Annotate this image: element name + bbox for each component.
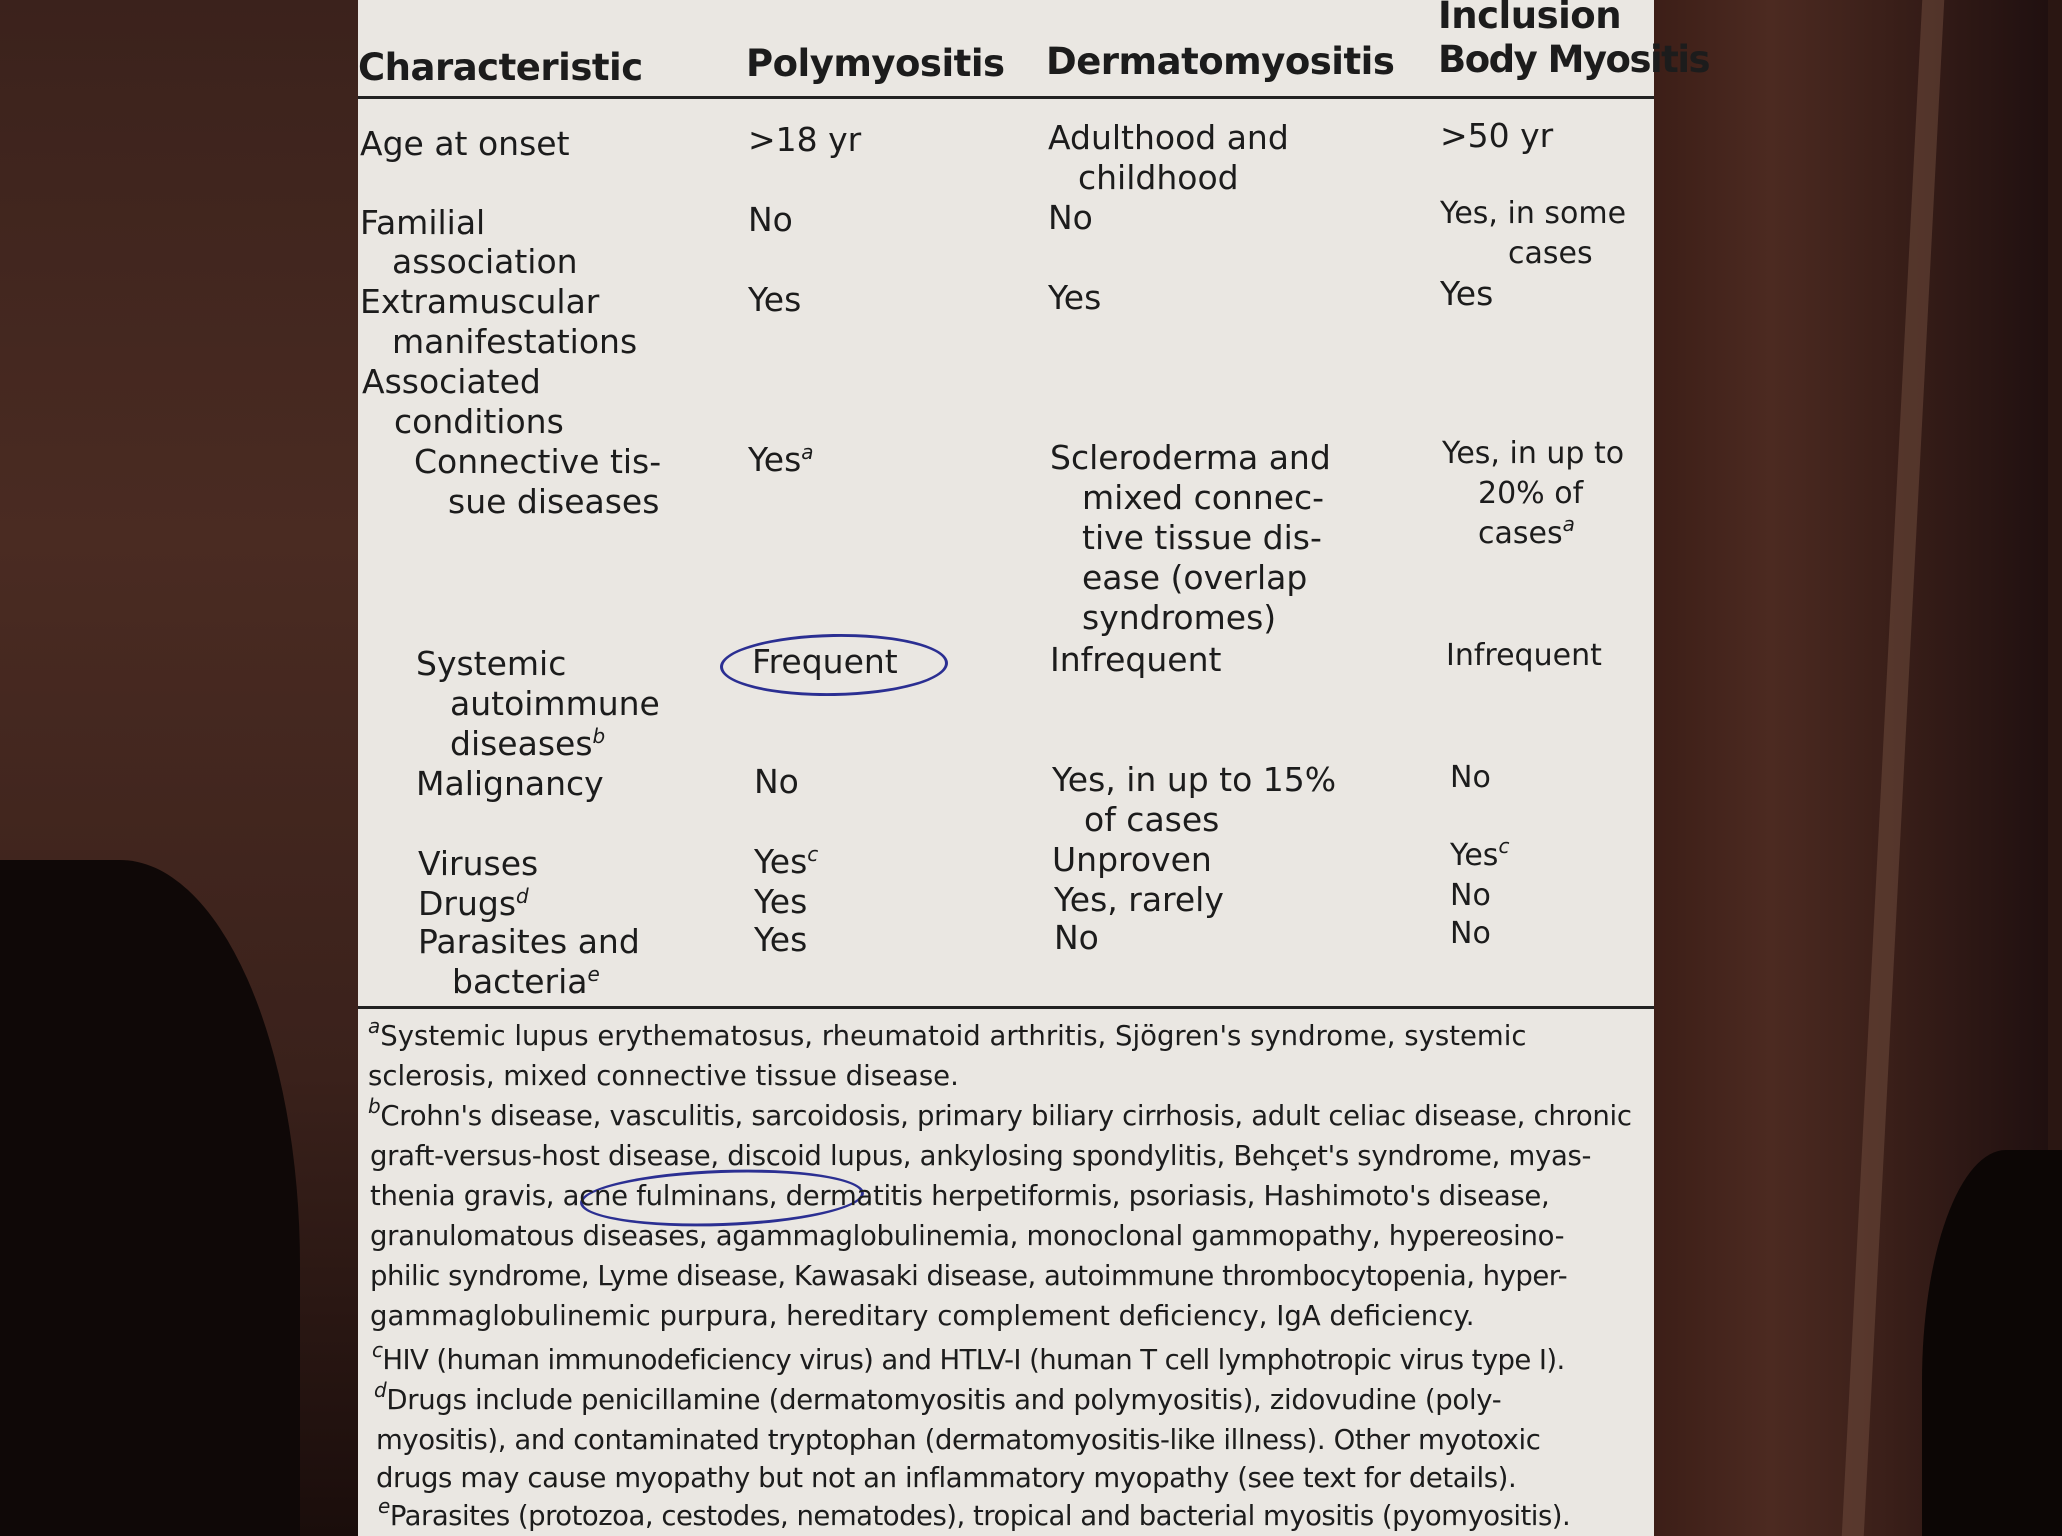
- footnote-b-line4: granulomatous diseases, agammaglobulinemia, monoclonal gammopathy, hypereosino-: [370, 1220, 1565, 1252]
- footnote-a-line2: sclerosis, mixed connective tissue disease.: [368, 1060, 959, 1092]
- footnote-mark-d: d: [374, 1378, 387, 1402]
- footnote-ref-a: a: [1562, 512, 1575, 536]
- cell-malignancy-ibm: No: [1450, 760, 1491, 795]
- cell-systemic-derm: Infrequent: [1050, 640, 1222, 679]
- footnote-ref-e: e: [587, 962, 600, 986]
- footnote-a-line1: [368, 1016, 1526, 1056]
- header-rule: [358, 96, 1654, 99]
- row-label-parasites-2-text: bacteria: [452, 962, 588, 1001]
- cell-extramuscular-derm: Yes: [1048, 278, 1102, 317]
- cell-drugs-ibm: No: [1450, 878, 1491, 913]
- background-right: [1652, 0, 2048, 1536]
- background-shadow-right: [1922, 1150, 2062, 1536]
- cell-extramuscular-ibm: Yes: [1440, 274, 1494, 313]
- header-dermatomyositis: Dermatomyositis: [1046, 40, 1395, 83]
- cell-connective-derm-5: syndromes): [1082, 598, 1277, 637]
- cell-viruses-poly-text: Yes: [754, 842, 808, 881]
- cell-viruses-derm: Unproven: [1052, 840, 1212, 879]
- cell-connective-derm-1: Scleroderma and: [1050, 438, 1331, 477]
- header-characteristic: Characteristic: [358, 46, 643, 89]
- row-label-drugs: [418, 884, 529, 924]
- table-bottom-rule: [358, 1006, 1654, 1009]
- cell-connective-ibm-1: Yes, in up to: [1442, 436, 1625, 471]
- footnote-b-circled-text: acne fulminans,: [562, 1180, 778, 1212]
- row-label-parasites-2: [452, 962, 600, 1002]
- row-label-viruses: Viruses: [418, 844, 539, 883]
- row-label-connective-2: sue diseases: [448, 482, 660, 521]
- footnote-e-text-1: Parasites (protozoa, cestodes, nematodes), tropical and bacterial myositis (pyomyositis).: [389, 1500, 1571, 1532]
- row-label-age: Age at onset: [360, 124, 570, 163]
- row-label-parasites-1: Parasites and: [418, 922, 640, 961]
- footnote-mark-b: b: [368, 1094, 381, 1118]
- footnote-ref-c: c: [807, 842, 819, 866]
- footnote-d-line2: myositis), and contaminated tryptophan (dermatomyositis-like illness). Other myotoxic: [376, 1424, 1541, 1456]
- row-label-systemic-3-text: diseases: [450, 724, 593, 763]
- book-page: [358, 0, 1710, 1536]
- row-label-drugs-text: Drugs: [418, 884, 517, 923]
- footnote-b-line3: [370, 1176, 1549, 1216]
- footnote-d-line3: drugs may cause myopathy but not an inflammatory myopathy (see text for details).: [376, 1462, 1517, 1494]
- cell-age-derm-1: Adulthood and: [1048, 118, 1289, 157]
- cell-systemic-poly: Frequent: [752, 642, 898, 681]
- row-label-extramuscular-2: manifestations: [392, 322, 638, 361]
- footnote-d-line1: [374, 1380, 1501, 1420]
- cell-connective-ibm-3: [1478, 514, 1575, 554]
- footnote-ref-b: b: [592, 724, 606, 748]
- cell-viruses-ibm-text: Yes: [1450, 838, 1499, 873]
- header-ibm-line2: Body Myositis: [1438, 38, 1710, 81]
- header-ibm-line1: Inclusion: [1438, 0, 1622, 37]
- footnote-c-text-1: HIV (human immunodeficiency virus) and HTLV-I (human T cell lymphotropic virus type I).: [382, 1344, 1565, 1376]
- cell-viruses-ibm: [1450, 836, 1509, 876]
- row-label-associated-2: conditions: [394, 402, 564, 441]
- background-shadow-left: [0, 860, 300, 1536]
- row-label-systemic-1: Systemic: [416, 644, 567, 683]
- cell-parasites-ibm: No: [1450, 916, 1491, 951]
- row-label-systemic-2: autoimmune: [450, 684, 660, 723]
- cell-familial-ibm-1: Yes, in some: [1440, 196, 1627, 231]
- row-label-familial-1: Familial: [360, 203, 486, 242]
- footnote-d-text-1: Drugs include penicillamine (dermatomyositis and polymyositis), zidovudine (poly-: [386, 1384, 1502, 1416]
- footnote-b-line2: graft-versus-host disease, discoid lupus, ankylosing spondylitis, Behçet's syndrome, myas-: [370, 1140, 1592, 1172]
- footnote-mark-a: a: [368, 1014, 381, 1038]
- row-label-extramuscular-1: Extramuscular: [360, 282, 600, 321]
- background-left: [0, 0, 360, 1536]
- cell-connective-derm-2: mixed connec-: [1082, 478, 1325, 517]
- footnote-ref-d: d: [516, 884, 529, 908]
- footnote-c-line1: [372, 1340, 1565, 1380]
- footnote-a-text-1: Systemic lupus erythematosus, rheumatoid arthritis, Sjögren's syndrome, systemic: [380, 1020, 1527, 1052]
- cell-systemic-ibm: Infrequent: [1446, 638, 1602, 673]
- row-label-malignancy: Malignancy: [416, 764, 604, 803]
- footnote-b-line1: [368, 1096, 1632, 1136]
- cell-age-ibm: >50 yr: [1440, 116, 1554, 155]
- cell-age-poly: >18 yr: [748, 120, 862, 159]
- cell-connective-poly-text: Yes: [748, 440, 802, 479]
- footnote-b-text-1: Crohn's disease, vasculitis, sarcoidosis, primary biliary cirrhosis, adult celiac disease, chronic: [380, 1100, 1632, 1132]
- cell-viruses-poly: [754, 842, 818, 882]
- cell-connective-derm-3: tive tissue dis-: [1082, 518, 1322, 557]
- cell-age-derm-2: childhood: [1078, 158, 1239, 197]
- cell-malignancy-derm-1: Yes, in up to 15%: [1052, 760, 1337, 799]
- cell-parasites-derm: No: [1054, 918, 1099, 957]
- row-label-associated-1: Associated: [362, 362, 541, 401]
- footnote-mark-c: c: [372, 1338, 383, 1362]
- cell-malignancy-poly: No: [754, 762, 799, 801]
- footnote-b-line6: gammaglobulinemic purpura, hereditary complement deficiency, IgA deficiency.: [370, 1300, 1475, 1332]
- row-label-systemic-3: [450, 724, 605, 764]
- cell-connective-derm-4: ease (overlap: [1082, 558, 1308, 597]
- header-polymyositis: Polymyositis: [746, 42, 1005, 85]
- cell-connective-poly: [748, 440, 814, 480]
- row-label-familial-2: association: [392, 242, 578, 281]
- cell-familial-poly: No: [748, 200, 793, 239]
- row-label-connective-1: Connective tis-: [414, 442, 662, 481]
- footnote-b-text-3b: dermatitis herpetiformis, psoriasis, Hashimoto's disease,: [785, 1180, 1550, 1212]
- cell-familial-derm: No: [1048, 198, 1093, 237]
- footnote-ref-c: c: [1498, 834, 1510, 858]
- cell-connective-ibm-2: 20% of: [1478, 476, 1584, 511]
- cell-familial-ibm-2: cases: [1508, 236, 1593, 271]
- cell-parasites-poly: Yes: [754, 920, 808, 959]
- footnote-ref-a: a: [801, 440, 814, 464]
- cell-drugs-poly: Yes: [754, 882, 808, 921]
- cell-extramuscular-poly: Yes: [748, 280, 802, 319]
- footnote-b-text-3a: thenia gravis,: [370, 1180, 555, 1212]
- footnote-b-line5: philic syndrome, Lyme disease, Kawasaki disease, autoimmune thrombocytopenia, hyper-: [370, 1260, 1568, 1292]
- cell-malignancy-derm-2: of cases: [1084, 800, 1220, 839]
- cell-connective-ibm-3-text: cases: [1478, 516, 1563, 551]
- cell-drugs-derm: Yes, rarely: [1054, 880, 1224, 919]
- footnote-mark-e: e: [378, 1494, 390, 1518]
- footnote-e-line1: [378, 1496, 1570, 1536]
